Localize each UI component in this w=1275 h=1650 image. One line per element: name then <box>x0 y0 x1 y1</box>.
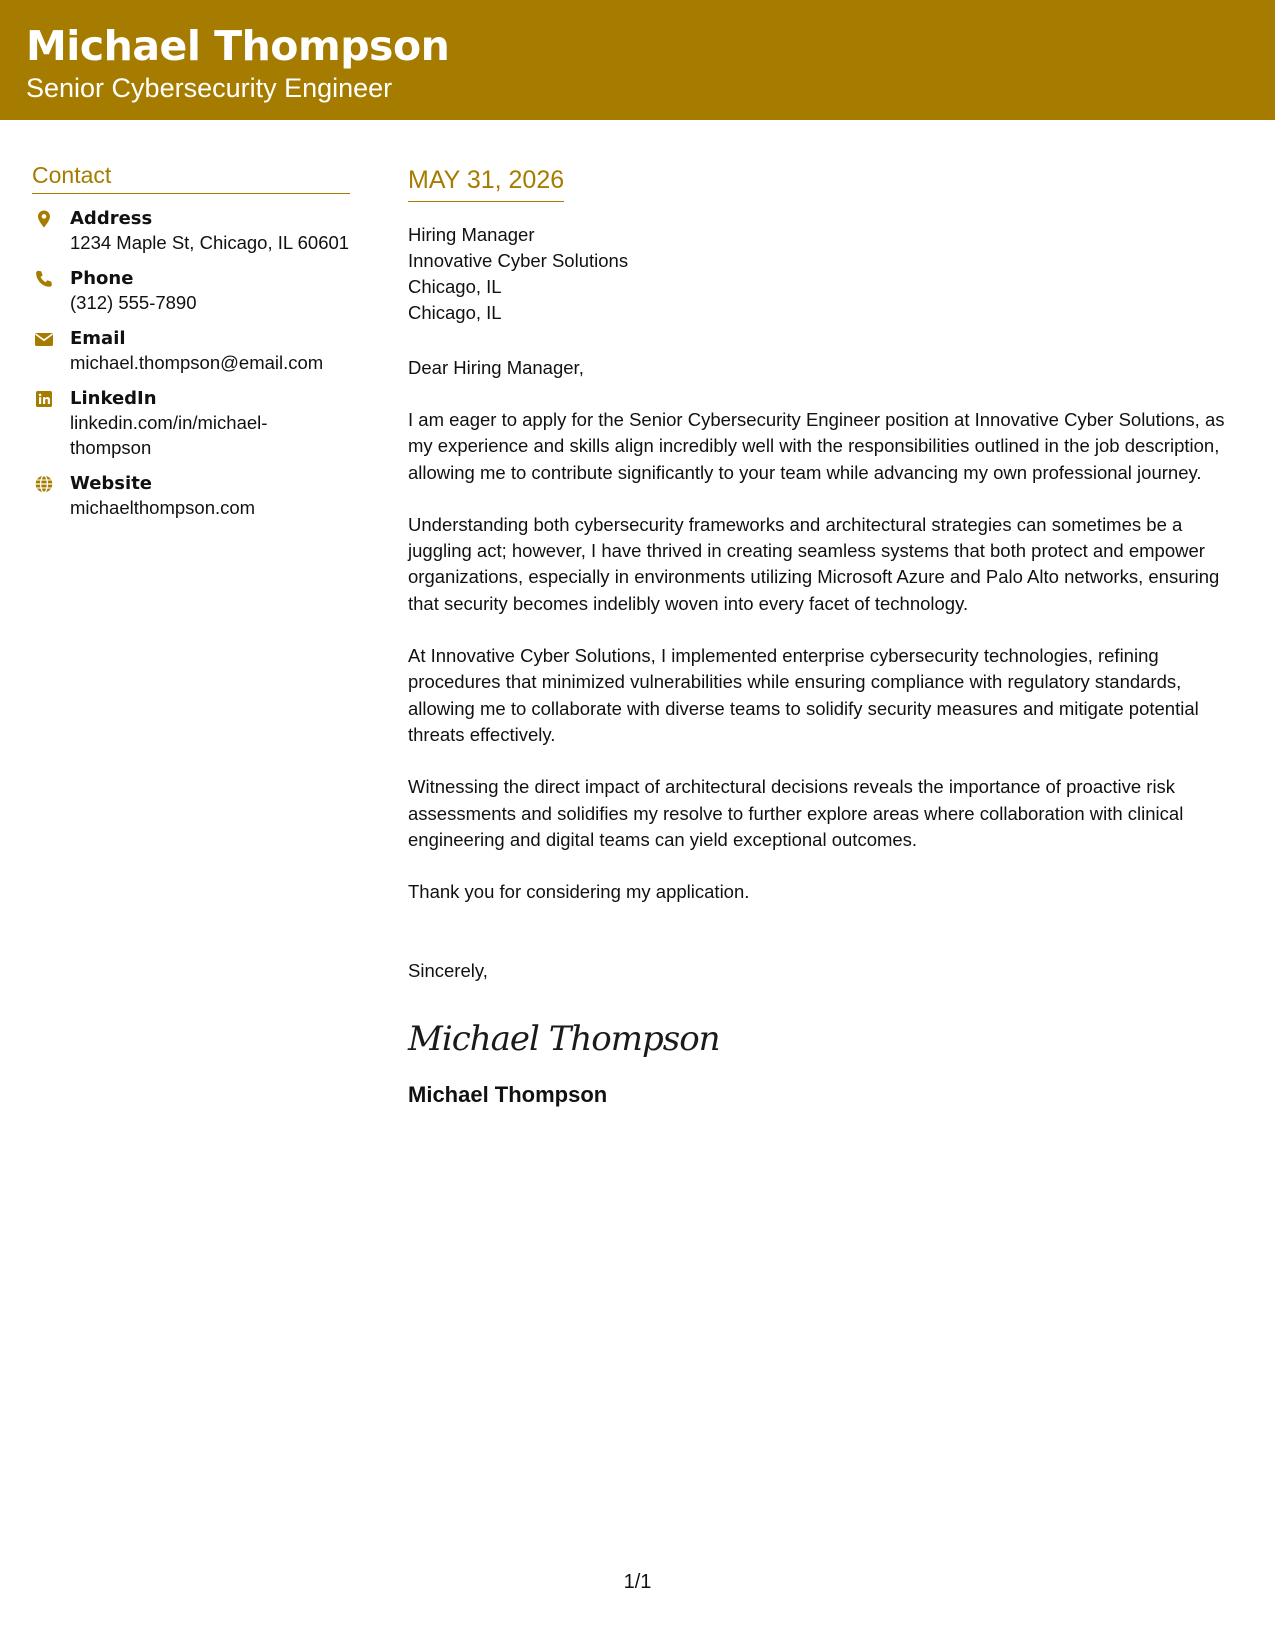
signature-text: Michael Thompson <box>408 1019 720 1060</box>
contact-sidebar <box>32 162 352 533</box>
letter-body <box>408 166 1248 1108</box>
contact-item-linkedin <box>32 388 352 460</box>
contact-list <box>32 208 352 520</box>
recipient-line: Chicago, IL <box>408 302 502 323</box>
email-value: michael.thompson@email.com <box>70 352 324 373</box>
contact-label: LinkedIn <box>70 388 157 409</box>
applicant-name: Michael Thompson <box>26 22 450 70</box>
contact-label: Website <box>70 473 153 494</box>
contact-heading: Contact <box>32 162 350 194</box>
recipient-line: Chicago, IL <box>408 276 502 297</box>
letter-date: MAY 31, 2026 <box>408 166 564 202</box>
contact-item-email <box>32 328 352 375</box>
applicant-title: Senior Cybersecurity Engineer <box>26 73 393 103</box>
contact-label: Email <box>70 328 126 349</box>
paragraph: At Innovative Cyber Solutions, I implemented enterprise cybersecurity technologies, refining procedures that minimized vulnerabilities while ensuring compliance with regulatory standards, allowing me to collaborate with diverse teams to solidify security measures and mitigate potential threats effectively. <box>408 645 1199 745</box>
signature-image <box>408 1014 720 1064</box>
signer-name: Michael Thompson <box>408 1082 608 1108</box>
paragraph: Thank you for considering my application. <box>408 881 750 903</box>
paragraph: Witnessing the direct impact of architectural decisions reveals the importance of proactive risk assessments and solidifies my resolve to further explore areas where collaboration with clinical engineering and digital teams can yield exceptional outcomes. <box>408 776 1184 850</box>
closing: Sincerely, <box>408 960 488 982</box>
recipient-line: Hiring Manager <box>408 224 535 245</box>
contact-item-address <box>32 208 352 255</box>
recipient-block <box>408 222 1248 326</box>
contact-item-website <box>32 473 352 520</box>
page-number: 1/1 <box>623 1571 652 1593</box>
globe-icon <box>34 474 54 494</box>
envelope-icon <box>34 329 54 349</box>
paragraph: I am eager to apply for the Senior Cybersecurity Engineer position at Innovative Cyber Solutions, as my experience and skills align incredibly well with the responsibilities outlined in the job description, allowing me to contribute significantly to your team while advancing my own professional journey. <box>408 409 1225 483</box>
linkedin-value: linkedin.com/in/michael- thompson <box>70 412 268 458</box>
address-value: 1234 Maple St, Chicago, IL 60601 <box>70 232 350 253</box>
salutation: Dear Hiring Manager, <box>408 357 584 378</box>
contact-label: Address <box>70 208 153 229</box>
map-pin-icon <box>34 209 54 229</box>
recipient-line: Innovative Cyber Solutions <box>408 250 629 271</box>
phone-value: (312) 555-7890 <box>70 292 197 313</box>
paragraph: Understanding both cybersecurity frameworks and architectural strategies can sometimes be a juggling act; however, I have thrived in creating seamless systems that both protect and empower organizations, especially in environments utilizing Microsoft Azure and Palo Alto networks, ensuring that security becomes indelibly woven into every facet of technology. <box>408 513 1220 614</box>
header-banner <box>0 0 1275 120</box>
website-value: michaelthompson.com <box>70 497 256 518</box>
contact-item-phone <box>32 268 352 315</box>
phone-icon <box>34 269 54 289</box>
linkedin-icon <box>34 389 54 409</box>
contact-label: Phone <box>70 268 134 289</box>
